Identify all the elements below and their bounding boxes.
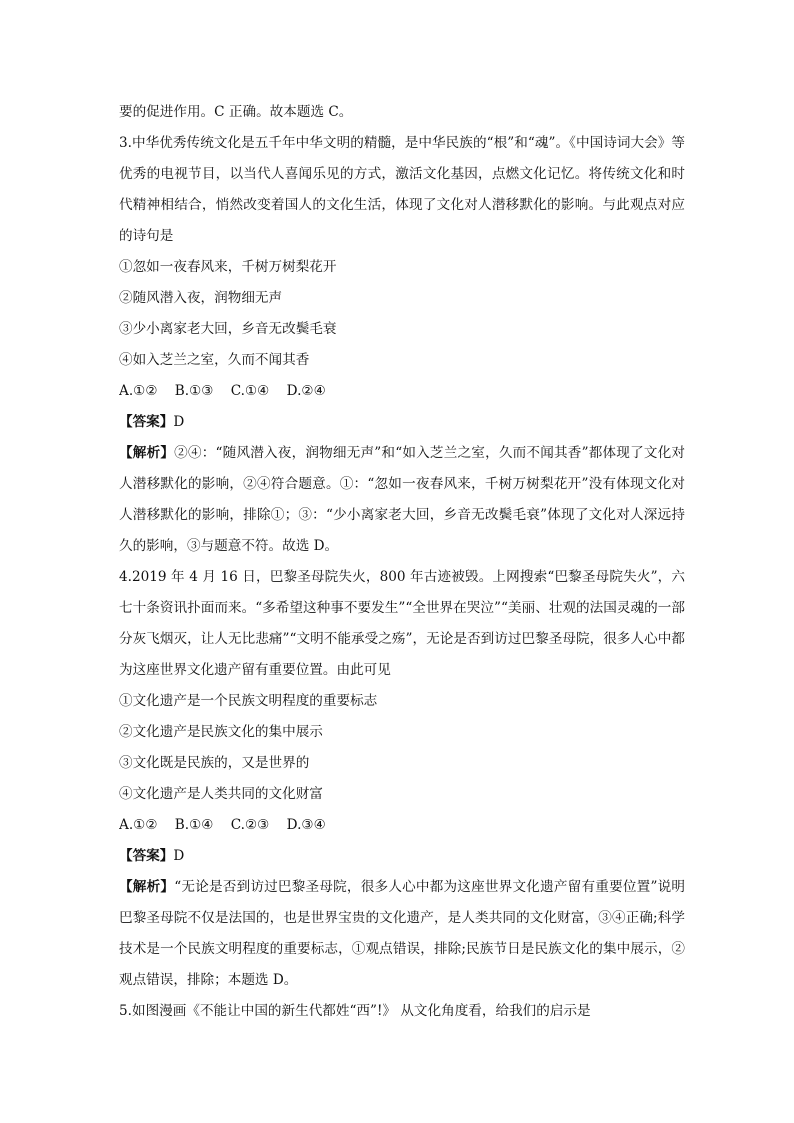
question-4-option-3: ③文化既是民族的，又是世界的 (119, 755, 310, 771)
answer-value: D (173, 848, 185, 864)
question-3-answer (119, 407, 685, 438)
answer-value: D (173, 414, 185, 430)
question-3-choices: A.①② B.①③ C.①④ D.②④ (119, 383, 326, 399)
question-4-answer (119, 841, 685, 872)
question-4-stem: 4.2019 年 4 月 16 日，巴黎圣母院失火，800 年古迹被毁。上网搜索“巴黎圣母院失火”，六七十条资讯扑面而来。“多希望这种事不要发生”“全世界在哭泣”“美丽、壮观的法国灵魂的一部分灰飞烟灭，让人无比悲痛”“文明不能承受之殇”，无论是否到访过巴黎圣母院，很多人心中都为这座世界文化遗产留有重要位置。由此可见 (119, 569, 685, 678)
question-4-choices: A.①② B.①④ C.②③ D.③④ (119, 817, 326, 833)
analysis-text: ②④：“随风潜入夜，润物细无声”和“如入芝兰之室，久而不闻其香”都体现了文化对人潜移默化的影响，②④符合题意。①：“忽如一夜春风来，千树万树梨花开”没有体现文化对人潜移默化的影响，排除①；③：“少小离家老大回，乡音无改鬓毛衰”体现了文化对人深远持久的影响，③与题意不符。故选 D。 (119, 445, 686, 554)
analysis-label: 【解析】 (119, 879, 175, 895)
question-3-option-2: ②随风潜入夜，润物细无声 (119, 290, 283, 306)
question-3-analysis (119, 438, 685, 562)
analysis-label: 【解析】 (119, 445, 175, 461)
question-3-option-1: ①忽如一夜春风来，千树万树梨花开 (119, 259, 337, 275)
text-line: 要的促进作用。C 正确。故本题选 C。 (119, 104, 353, 120)
answer-label: 【答案】 (119, 414, 174, 430)
question-4-analysis (119, 872, 685, 996)
question-3-option-4: ④如入芝兰之室，久而不闻其香 (119, 352, 310, 368)
analysis-text: “无论是否到访过巴黎圣母院，很多人心中都为这座世界文化遗产留有重要位置”说明巴黎圣母院不仅是法国的，也是世界宝贵的文化遗产，是人类共同的文化财富，③④正确;科学技术是一个民族文明程度的重要标志，①观点错误，排除;民族节日是民族文化的集中展示，②观点错误，排除；本题选 D。 (119, 879, 686, 988)
question-5-stem: 5.如图漫画《不能让中国的新生代都姓“西”!》 从文化角度看，给我们的启示是 (119, 1003, 591, 1019)
answer-label: 【答案】 (119, 848, 174, 864)
question-4-option-4: ④文化遗产是人类共同的文化财富 (119, 786, 323, 802)
question-3-stem: 3.中华优秀传统文化是五千年中华文明的精髓，是中华民族的“根”和“魂”。《中国诗词大会》等优秀的电视节目，以当代人喜闻乐见的方式，激活文化基因，点燃文化记忆。将传统文化和时代精神相结合，悄然改变着国人的文化生活，体现了文化对人潜移默化的影响。与此观点对应的诗句是 (119, 135, 685, 244)
document-page (119, 97, 685, 1027)
question-3-option-3: ③少小离家老大回，乡音无改鬓毛衰 (119, 321, 337, 337)
question-4-option-1: ①文化遗产是一个民族文明程度的重要标志 (119, 693, 378, 709)
question-4-option-2: ②文化遗产是民族文化的集中展示 (119, 724, 323, 740)
